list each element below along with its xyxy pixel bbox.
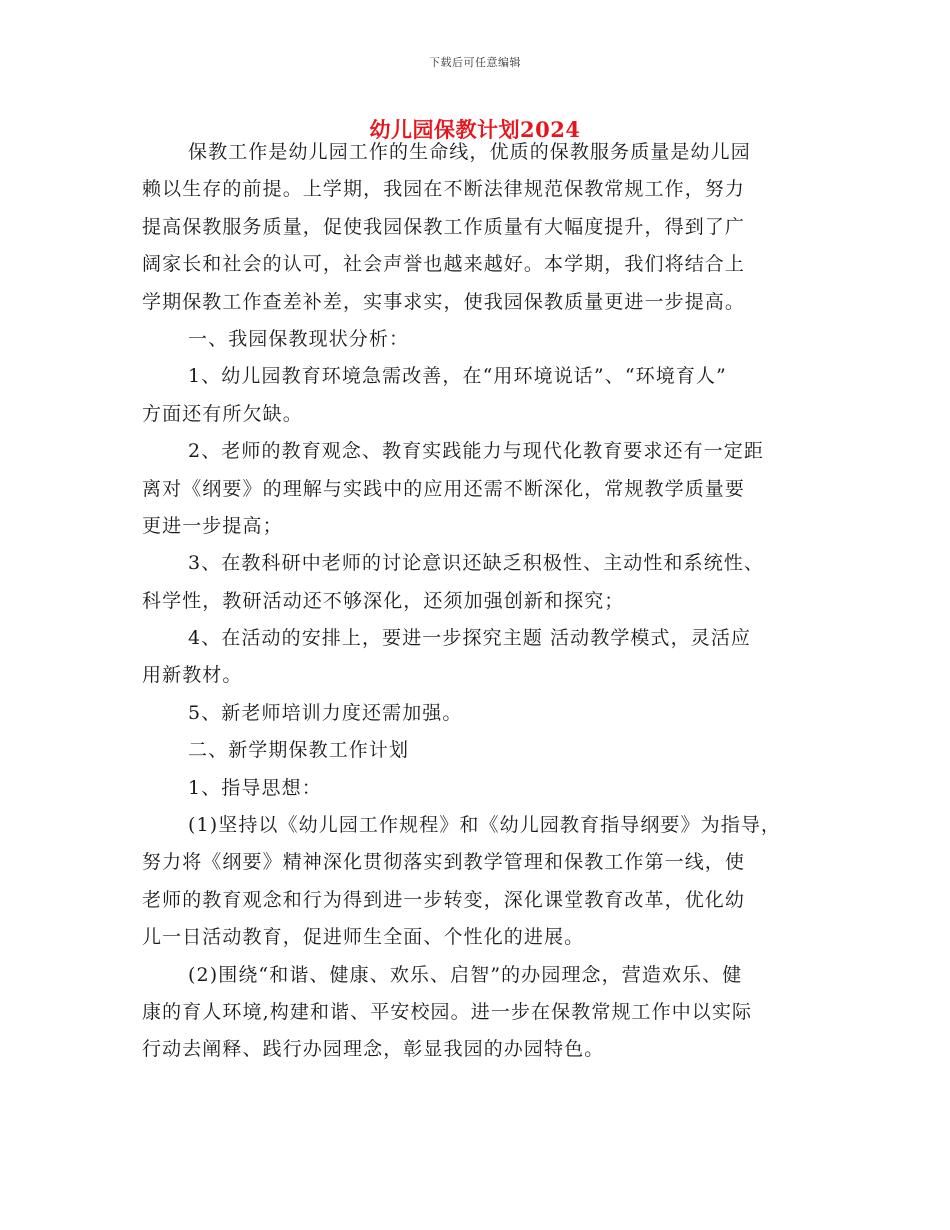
page-header-note: 下载后可任意编辑: [429, 56, 521, 69]
paragraph-line: 1、幼儿园教育环境急需改善，在“用环境说话”、“环境育人”: [188, 365, 727, 388]
paragraph-line: 赖以生存的前提。上学期，我园在不断法律规范保教常规工作，努力: [142, 178, 746, 201]
paragraph-line: 4、在活动的安排上，要进一步探究主题 活动教学模式，灵活应: [188, 627, 752, 650]
paragraph-line: 提高保教服务质量，促使我园保教工作质量有大幅度提升，得到了广: [142, 215, 746, 238]
paragraph-line: 5、新老师培训力度还需加强。: [188, 701, 463, 724]
paragraph-line: 儿一日活动教育，促进师生全面、个性化的进展。: [142, 926, 585, 949]
paragraph-line: (2)围绕“和谐、健康、欢乐、启智”的办园理念，营造欢乐、健: [188, 963, 743, 986]
paragraph-line: 老师的教育观念和行为得到进一步转变，深化课堂教育改革，优化幼: [142, 888, 746, 911]
paragraph-line: 康的育人环境,构建和谐、平安校园。进一步在保教常规工作中以实际: [142, 1000, 753, 1023]
paragraph-line: 更进一步提高；: [142, 514, 283, 537]
paragraph-line: (1)坚持以《幼儿园工作规程》和《幼儿园教育指导纲要》为指导，: [188, 814, 782, 837]
paragraph-line: 学期保教工作查差补差，实事求实，使我园保教质量更进一步提高。: [142, 290, 746, 313]
document-title: 幼儿园保教计划2024: [369, 117, 581, 142]
paragraph-line: 阔家长和社会的认可，社会声誉也越来越好。本学期，我们将结合上: [142, 253, 746, 276]
document-body: [142, 134, 822, 1069]
paragraph-line: 用新教材。: [142, 664, 243, 687]
paragraph-line: 努力将《纲要》精神深化贯彻落实到教学管理和保教工作第一线，使: [142, 851, 746, 874]
subsection-heading: 1、指导思想：: [188, 776, 322, 799]
paragraph-line: 行动去阐释、践行办园理念，彰显我园的办园特色。: [142, 1038, 605, 1061]
section-heading: 二、新学期保教工作计划: [188, 739, 410, 762]
paragraph-line: 方面还有所欠缺。: [142, 402, 303, 425]
paragraph-line: 离对《纲要》的理解与实践中的应用还需不断深化，常规教学质量要: [142, 477, 746, 500]
paragraph-line: 2、老师的教育观念、教育实践能力与现代化教育要求还有一定距: [188, 440, 764, 463]
paragraph-line: 科学性，教研活动还不够深化，还须加强创新和探究；: [142, 589, 625, 612]
paragraph-line: 3、在教科研中老师的讨论意识还缺乏积极性、主动性和系统性、: [188, 552, 764, 575]
paragraph-line: 保教工作是幼儿园工作的生命线，优质的保教服务质量是幼儿园: [188, 141, 751, 163]
section-heading: 一、我园保教现状分析：: [188, 327, 410, 350]
